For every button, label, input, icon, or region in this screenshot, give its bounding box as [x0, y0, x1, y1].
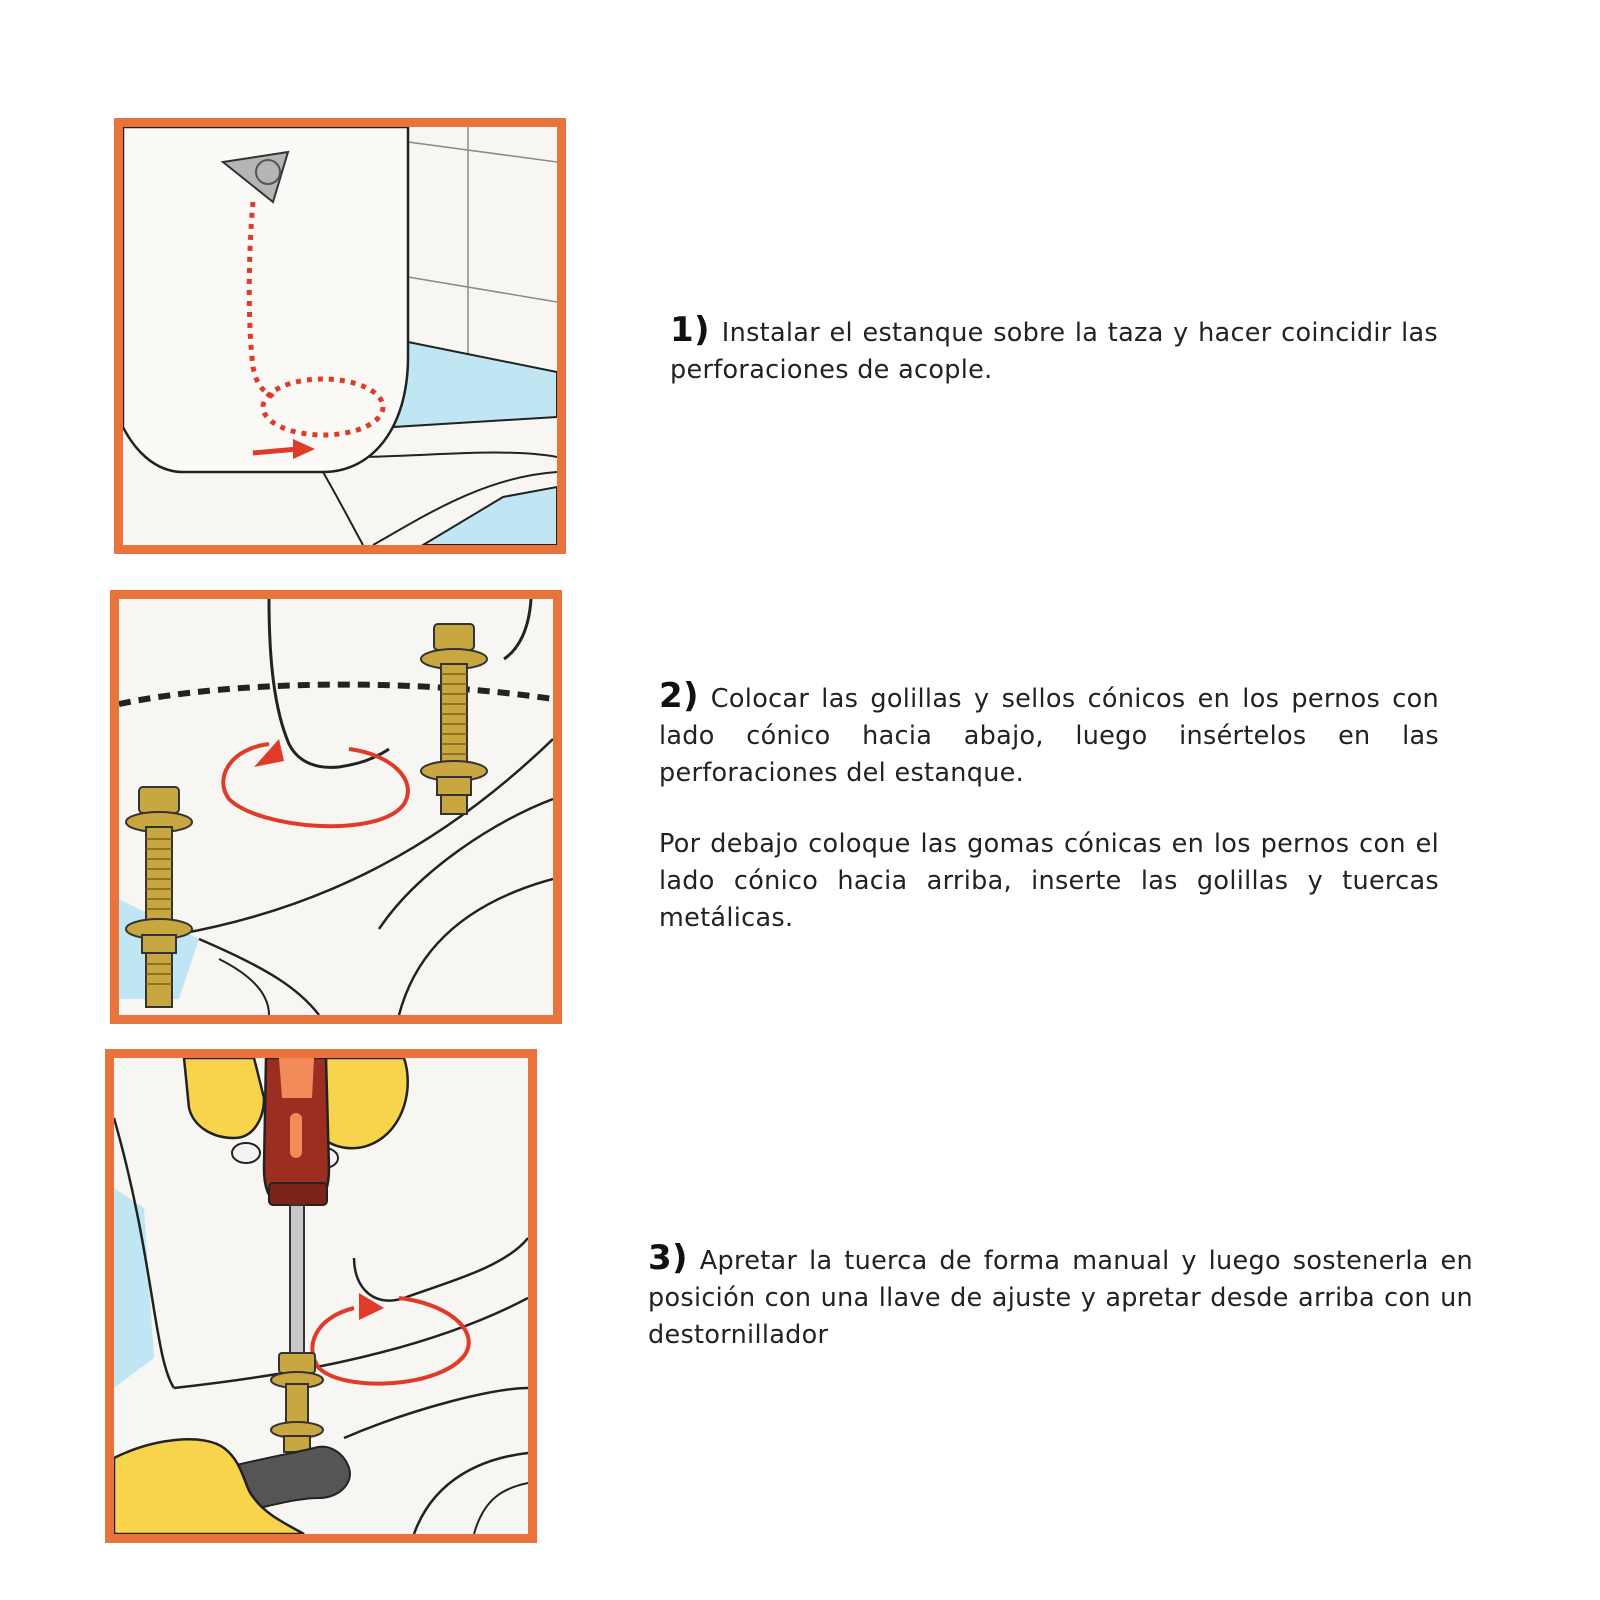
- screwdriver-tighten-illustration: [114, 1058, 528, 1534]
- tank-alignment-illustration: [123, 127, 557, 545]
- step-3-number: 3): [648, 1238, 688, 1278]
- step-2: [659, 678, 1439, 937]
- step-2-text-2: Por debajo coloque las gomas cónicas en los pernos con el lado cónico hacia arriba, inserte las golillas y tuercas metálicas.: [659, 829, 1439, 933]
- step-1-text: Instalar el estanque sobre la taza y hacer coincidir las perforaciones de acople.: [670, 318, 1438, 385]
- step-1-paragraph: [670, 312, 1438, 389]
- step-2-paragraph: [659, 678, 1439, 792]
- step-3-paragraph: [648, 1240, 1473, 1354]
- step-3-text: Apretar la tuerca de forma manual y luego sostenerla en posición con una llave de ajuste y apretar desde arriba con un destornillador: [648, 1246, 1473, 1350]
- step-2-illustration: [110, 590, 562, 1024]
- step-2-text: Colocar las golillas y sellos cónicos en los pernos con lado cónico hacia abajo, luego insértelos en las perforaciones del estanque.: [659, 684, 1439, 788]
- step-1-illustration: [114, 118, 566, 554]
- step-3: [648, 1240, 1473, 1354]
- step-1: [670, 312, 1438, 389]
- step-2-number: 2): [659, 676, 699, 716]
- step-1-number: 1): [670, 310, 710, 350]
- bolts-washers-illustration: [119, 599, 553, 1015]
- step-3-illustration: [105, 1049, 537, 1543]
